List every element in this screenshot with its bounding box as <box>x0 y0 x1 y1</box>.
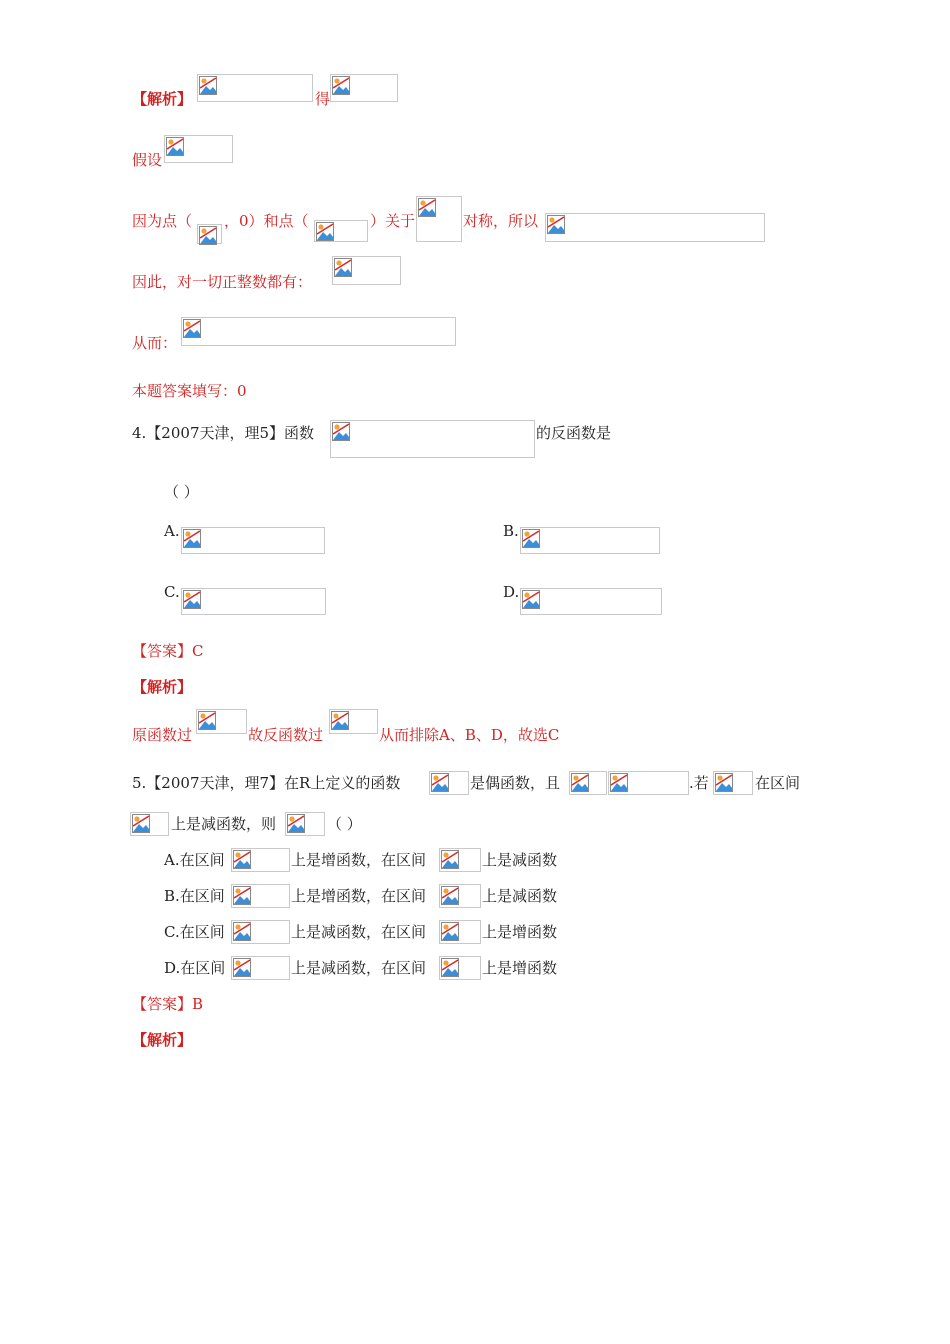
formula-image <box>713 771 753 795</box>
q4-option-d-label: D. <box>503 583 520 601</box>
broken-image-icon <box>132 814 150 833</box>
q4-jiexi-label: 【解析】 <box>132 678 193 696</box>
formula-image <box>285 812 325 836</box>
q5-stem-1: 5.【2007天津，理7】在R上定义的函数 <box>132 774 401 792</box>
formula-image <box>231 884 290 908</box>
q5-option-d-1: D.在区间 <box>164 959 226 977</box>
option-d-formula-image <box>520 588 662 615</box>
formula-image <box>545 213 765 242</box>
q5-option-a-1: A.在区间 <box>164 851 225 869</box>
broken-image-icon <box>199 226 217 245</box>
q5-option-d-2: 上是减函数，在区间 <box>291 959 427 977</box>
broken-image-icon <box>418 198 436 217</box>
broken-image-icon <box>441 958 459 977</box>
formula-image <box>439 956 481 980</box>
formula-image <box>330 420 535 458</box>
broken-image-icon <box>441 922 459 941</box>
broken-image-icon <box>198 711 216 730</box>
broken-image-icon <box>522 590 540 609</box>
q5-stem-2: 是偶函数，且 <box>470 774 561 792</box>
formula-image <box>196 709 247 734</box>
q4-paren: （ ） <box>164 483 199 501</box>
formula-image <box>181 317 456 346</box>
q4-stem-prefix: 4.【2007天津，理5】函数 <box>132 424 315 442</box>
text-yinwei-4: 对称，所以 <box>463 212 539 230</box>
q4-option-a-label: A. <box>164 522 180 540</box>
text-conger: 从而： <box>132 334 178 352</box>
broken-image-icon <box>571 773 589 792</box>
q5-option-b-2: 上是增函数，在区间 <box>291 887 427 905</box>
broken-image-icon <box>332 76 350 95</box>
q4-stem-suffix: 的反函数是 <box>536 424 612 442</box>
broken-image-icon <box>522 529 540 548</box>
broken-image-icon <box>431 773 449 792</box>
broken-image-icon <box>610 773 628 792</box>
option-c-formula-image <box>181 588 326 615</box>
formula-image <box>231 920 290 944</box>
broken-image-icon <box>183 590 201 609</box>
broken-image-icon <box>715 773 733 792</box>
broken-image-icon <box>183 319 201 338</box>
broken-image-icon <box>441 850 459 869</box>
formula-image <box>130 812 169 836</box>
formula-image <box>329 709 378 734</box>
jiexi-label: 【解析】 <box>132 90 193 108</box>
text-de: 得 <box>315 90 331 108</box>
broken-image-icon <box>199 76 217 95</box>
q4-option-b-label: B. <box>503 522 519 540</box>
broken-image-icon <box>316 222 334 241</box>
formula-image <box>231 848 290 872</box>
broken-image-icon <box>166 137 184 156</box>
broken-image-icon <box>183 529 201 548</box>
text-yinci: 因此，对一切正整数都有： <box>132 273 313 291</box>
broken-image-icon <box>334 258 352 277</box>
formula-image <box>439 884 481 908</box>
formula-image <box>231 956 290 980</box>
option-b-formula-image <box>520 527 660 554</box>
formula-image <box>416 196 462 242</box>
broken-image-icon <box>233 886 251 905</box>
q4-option-c-label: C. <box>164 583 180 601</box>
formula-image <box>332 256 401 285</box>
q5-option-c-3: 上是增函数 <box>482 923 558 941</box>
q5-option-c-2: 上是减函数，在区间 <box>291 923 427 941</box>
formula-image <box>164 135 233 163</box>
broken-image-icon <box>547 215 565 234</box>
broken-image-icon <box>287 814 305 833</box>
text-yinwei-1: 因为点（ <box>132 212 193 230</box>
text-yinwei-2: ，0）和点（ <box>224 212 309 230</box>
text-jiashe: 假设 <box>132 151 163 169</box>
q5-stem-6: （ ） <box>327 815 362 833</box>
formula-image <box>569 771 607 795</box>
formula-image <box>608 771 689 795</box>
q4-answer: 【答案】C <box>132 642 204 660</box>
q5-option-c-1: C.在区间 <box>164 923 225 941</box>
q5-stem-3: .若 <box>689 774 709 792</box>
broken-image-icon <box>332 422 350 441</box>
q5-option-a-3: 上是减函数 <box>482 851 558 869</box>
broken-image-icon <box>441 886 459 905</box>
formula-image <box>197 74 313 102</box>
q4-solution-3: 从而排除A、B、D，故选C <box>379 726 560 744</box>
q5-stem-4: 在区间 <box>755 774 801 792</box>
formula-image <box>314 220 368 242</box>
q4-solution-1: 原函数过 <box>132 726 193 744</box>
q5-stem-5: 上是减函数，则 <box>171 815 277 833</box>
q5-option-b-1: B.在区间 <box>164 887 225 905</box>
broken-image-icon <box>233 958 251 977</box>
q5-jiexi-label: 【解析】 <box>132 1031 193 1049</box>
formula-image <box>429 771 469 795</box>
formula-image <box>330 74 398 102</box>
q5-option-d-3: 上是增函数 <box>482 959 558 977</box>
formula-image <box>439 920 481 944</box>
broken-image-icon <box>233 850 251 869</box>
broken-image-icon <box>331 711 349 730</box>
q4-solution-2: 故反函数过 <box>248 726 324 744</box>
answer-fill: 本题答案填写：0 <box>132 382 247 400</box>
formula-image <box>197 224 222 244</box>
q5-option-b-3: 上是减函数 <box>482 887 558 905</box>
q5-option-a-2: 上是增函数，在区间 <box>291 851 427 869</box>
formula-image <box>439 848 481 872</box>
q5-answer: 【答案】B <box>132 995 204 1013</box>
broken-image-icon <box>233 922 251 941</box>
option-a-formula-image <box>181 527 325 554</box>
text-yinwei-3: ）关于 <box>370 212 416 230</box>
